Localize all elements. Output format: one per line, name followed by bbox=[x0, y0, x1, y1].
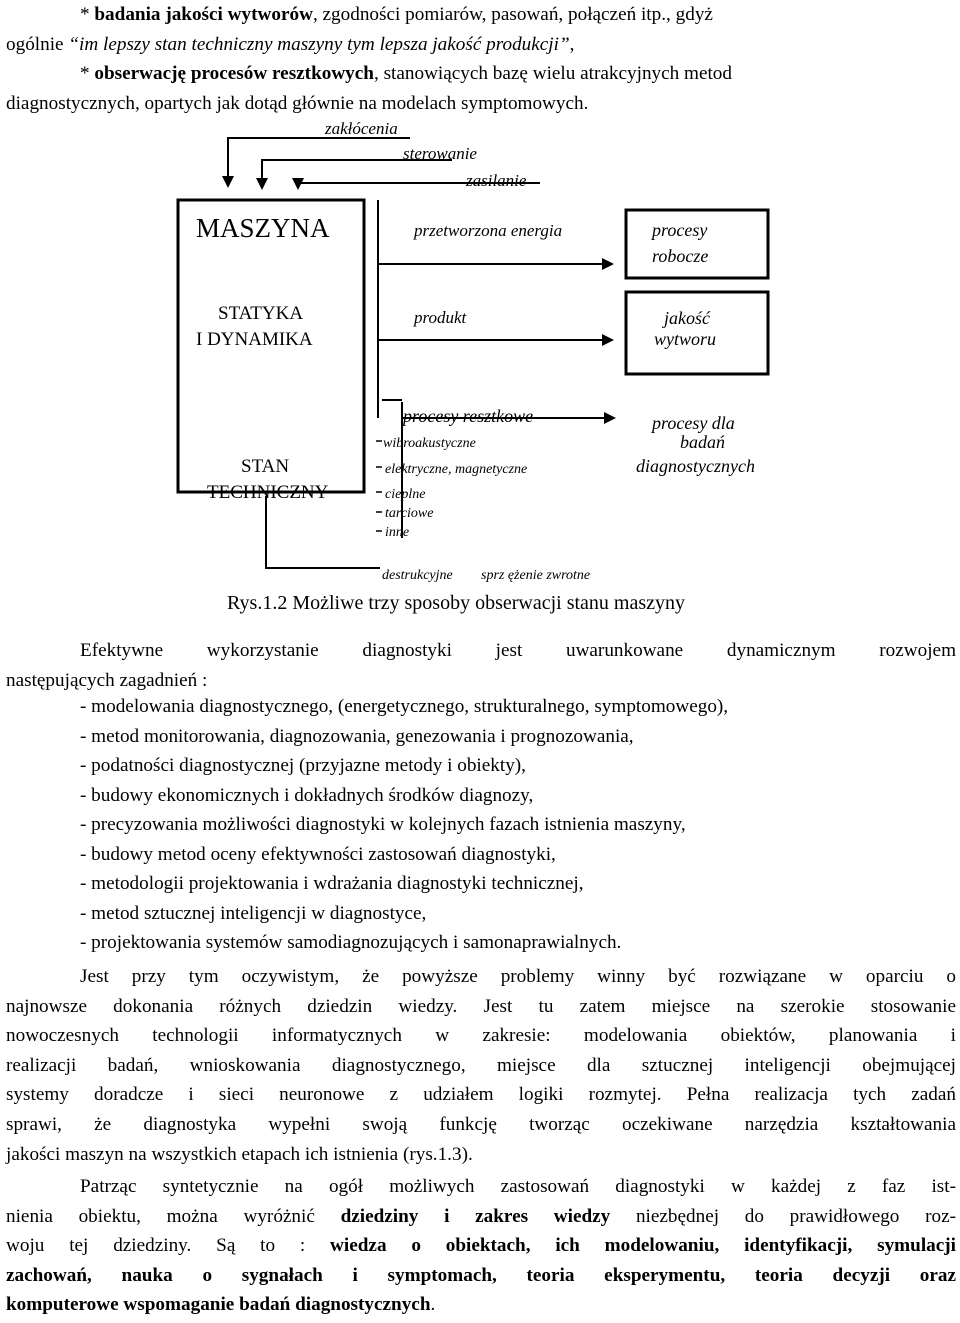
body2-line: realizacji badań, wnioskowania diagnostycznego, miejsce dla sztucznej inteligencji obejmującej bbox=[6, 1054, 956, 1076]
text-span: , zgodności pomiarów, pasowań, połączeń itp., gdyż bbox=[312, 4, 713, 25]
intro-line-1 bbox=[6, 0, 956, 30]
list-item: - budowy metod oceny efektywności zastosowań diagnostyki, bbox=[80, 844, 556, 865]
product-label: produkt bbox=[414, 308, 467, 327]
state-label-1: STAN bbox=[241, 456, 290, 477]
text-span: . bbox=[430, 1294, 436, 1316]
list-item: - precyzowania możliwości diagnostyki w kolejnych fazach istnienia maszyny, bbox=[80, 814, 686, 835]
list-item: - podatności diagnostycznej (przyjazne metody i obiekty), bbox=[80, 755, 526, 776]
disturbance-label: zakłócenia bbox=[325, 119, 398, 138]
text-span: , stanowiących bazę wielu atrakcyjnych metod bbox=[373, 63, 732, 85]
state-label-2: TECHNICZNY bbox=[207, 482, 329, 503]
feedback-label: sprz ężenie zwrotne bbox=[481, 568, 591, 583]
text-span: woju tej dziedziny. Są to : bbox=[6, 1235, 331, 1257]
statics-label-1: STATYKA bbox=[218, 303, 304, 324]
intro-paragraph bbox=[6, 0, 956, 118]
quality-label-1: jakość bbox=[664, 308, 710, 328]
list-item: - budowy ekonomicznych i dokładnych środków diagnozy, bbox=[80, 785, 534, 806]
bold-phrase: dziedziny i zakres wiedzy bbox=[340, 1205, 611, 1227]
body2-line: Jest przy tym oczywistym, że powyższe problemy winny być rozwiązane w oparciu o bbox=[80, 966, 956, 987]
intro-line-2 bbox=[6, 30, 956, 60]
energy-label: przetworzona energia bbox=[414, 221, 563, 240]
control-label: sterowanie bbox=[403, 144, 477, 163]
body-paragraph-1 bbox=[6, 636, 956, 695]
list-item: - metod sztucznej inteligencji w diagnostyce, bbox=[80, 903, 427, 924]
text-span: ogólnie bbox=[6, 33, 69, 55]
list-item: - modelowania diagnostycznego, (energetycznego, strukturalnego, symptomowego), bbox=[80, 696, 729, 717]
list-item: - metod monitorowania, diagnozowania, genezowania i prognozowania, bbox=[80, 726, 634, 747]
italic-quote: “im lepszy stan techniczny maszyny tym lepsza jakość produkcji” bbox=[68, 33, 570, 55]
residual-item: inne bbox=[385, 525, 410, 540]
body-paragraph-2 bbox=[6, 962, 956, 1169]
body1-line-2: następujących zagadnień : bbox=[6, 669, 208, 691]
bold-phrase: badania jakości wytworów bbox=[94, 4, 313, 25]
supply-label: zasilanie bbox=[466, 171, 527, 190]
bullet-star: * bbox=[80, 63, 95, 85]
body2-line: jakości maszyn na wszystkich etapach ich istnienia (rys.1.3). bbox=[6, 1143, 473, 1165]
intro-line-3 bbox=[6, 59, 956, 89]
residual-item: cieplne bbox=[385, 487, 426, 502]
text-span: niezbędnej do prawidłowego roz- bbox=[610, 1205, 956, 1227]
residual-item: tarciowe bbox=[385, 506, 434, 521]
text-span: nienia obiektu, można wyróżnić bbox=[6, 1205, 341, 1227]
text-span: , bbox=[569, 33, 575, 55]
body3-line-2 bbox=[6, 1202, 956, 1232]
feedback-loop bbox=[266, 496, 380, 568]
statics-label-2: I DYNAMIKA bbox=[196, 329, 313, 350]
body3-line-5 bbox=[6, 1290, 956, 1320]
bold-phrase: zachowań, nauka o sygnałach i symptomach, teoria eksperymentu, teoria decyzji oraz bbox=[6, 1264, 956, 1286]
body3-line-1: Patrząc syntetycznie na ogół możliwych zastosowań diagnostyki w każdej z faz ist- bbox=[80, 1176, 956, 1197]
diagnostic-label-2: badań bbox=[680, 432, 725, 452]
working-processes-label-1: procesy bbox=[652, 220, 708, 240]
diagnostic-label-1: procesy dla bbox=[652, 413, 735, 433]
list-item: - projektowania systemów samodiagnozujących i samonaprawialnych. bbox=[80, 932, 622, 953]
body2-line: nowoczesnych technologii informatycznych w zakresie: modelowania obiektów, planowania i bbox=[6, 1025, 956, 1047]
residual-item: wibroakustyczne bbox=[383, 436, 476, 451]
bold-phrase: komputerowe wspomaganie badań diagnostycznych bbox=[6, 1294, 431, 1316]
body3-line-3 bbox=[6, 1231, 956, 1261]
figure-caption: Rys.1.2 Możliwe trzy sposoby obserwacji stanu maszyny bbox=[227, 592, 686, 614]
quality-label-2: wytworu bbox=[654, 329, 717, 349]
destructive-label: destrukcyjne bbox=[382, 568, 453, 583]
residual-item: elektryczne, magnetyczne bbox=[385, 462, 528, 477]
machine-label: MASZYNA bbox=[196, 213, 330, 243]
body3-line-4 bbox=[6, 1261, 956, 1291]
diagnostic-label-3: diagnostycznych bbox=[636, 456, 755, 476]
intro-line-4: diagnostycznych, opartych jak dotąd głównie na modelach symptomowych. bbox=[6, 92, 589, 114]
body-paragraph-3 bbox=[6, 1172, 956, 1320]
body2-line: systemy doradcze i sieci neuronowe z udziałem logiki rozmytej. Pełna realizacja tych zadań bbox=[6, 1084, 956, 1106]
body1-line-1: Efektywne wykorzystanie diagnostyki jest uwarunkowane dynamicznym rozwojem bbox=[80, 640, 956, 661]
disturbance-arrow bbox=[228, 138, 410, 186]
body2-line: sprawi, że diagnostyka wypełni swoją funkcję tworząc oczekiwane narzędzia kształtowania bbox=[6, 1113, 956, 1135]
bold-phrase: obserwację procesów resztkowych bbox=[94, 63, 374, 85]
bullet-star: * bbox=[80, 4, 95, 25]
residual-processes-label: procesy resztkowe bbox=[403, 406, 534, 426]
machine-observation-diagram bbox=[0, 118, 960, 590]
body2-line: najnowsze dokonania różnych dziedzin wiedzy. Jest tu zatem miejsce na szerokie stosowanie bbox=[6, 995, 956, 1017]
list-item: - metodologii projektowania i wdrażania diagnostyki technicznej, bbox=[80, 873, 584, 894]
bold-phrase: wiedza o obiektach, ich modelowaniu, identyfikacji, symulacji bbox=[330, 1235, 956, 1257]
working-processes-label-2: robocze bbox=[652, 246, 709, 266]
